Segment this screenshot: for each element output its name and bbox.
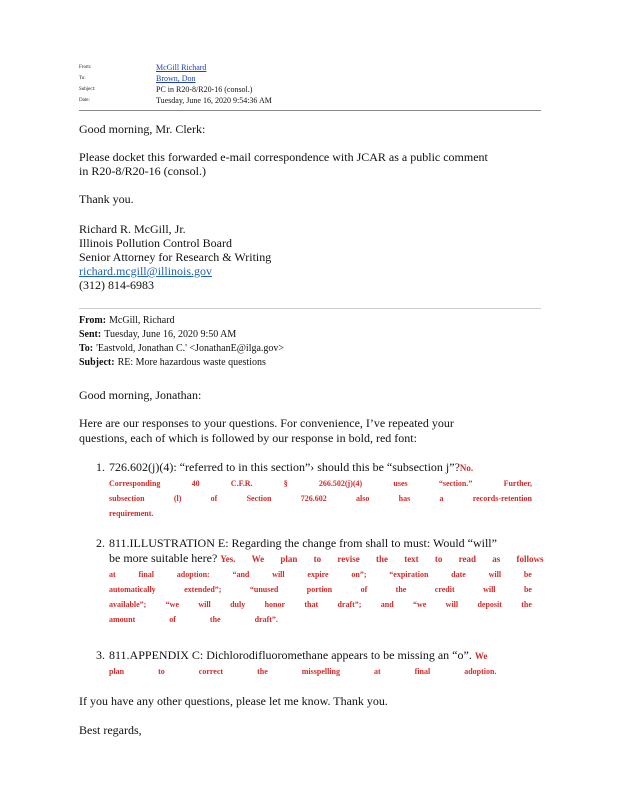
item-number: 3. bbox=[96, 648, 105, 662]
answer-word: of bbox=[210, 494, 218, 503]
answer-word: be bbox=[523, 585, 532, 594]
answer-word: will bbox=[445, 600, 459, 609]
answer-word: on”; bbox=[351, 570, 367, 579]
answer-word: records-retention bbox=[472, 494, 532, 503]
answer-word: C.F.R. bbox=[230, 479, 253, 488]
date-value: Tuesday, June 16, 2020 9:54:36 AM bbox=[156, 96, 272, 105]
item-answer bbox=[109, 567, 532, 627]
item-question: 726.602(j)(4): “referred to in this section”› should this be “subsection j”? bbox=[109, 460, 460, 474]
answer-word: available”; bbox=[109, 600, 147, 609]
item-body bbox=[109, 536, 544, 627]
fwd-subject-row bbox=[79, 356, 539, 370]
signature-phone: (312) 814-6983 bbox=[79, 278, 154, 292]
answer-word: will bbox=[198, 600, 211, 609]
answer-word: duly bbox=[230, 600, 246, 609]
answer-word: the bbox=[395, 585, 407, 594]
item-answer-start: We bbox=[474, 651, 488, 661]
fwd-label: Subject: bbox=[79, 357, 115, 368]
header-divider bbox=[79, 110, 541, 111]
signature-org: Illinois Pollution Control Board bbox=[79, 236, 233, 250]
answer-word: be bbox=[523, 570, 532, 579]
answer-word: “section.” bbox=[438, 479, 473, 488]
answer-word: and bbox=[380, 600, 394, 609]
item-question: 811.APPENDIX C: Dichlorodifluoromethane appears to be missing an “o”. bbox=[109, 648, 472, 662]
answer-word: uses bbox=[393, 479, 408, 488]
fwd-to: 'Eastvold, Jonathan C.' <JonathanE@ilga.gov> bbox=[96, 343, 285, 354]
fwd-sent: Tuesday, June 16, 2020 9:50 AM bbox=[104, 329, 237, 340]
answer-line bbox=[109, 567, 532, 582]
item-answer-start: Yes. We plan to revise the text to read as follows bbox=[220, 554, 544, 564]
answer-word: expire bbox=[307, 570, 329, 579]
fwd-sent-row bbox=[79, 328, 539, 342]
answer-word: amount bbox=[109, 615, 136, 624]
item-body bbox=[109, 648, 532, 679]
fwd-intro-line-2: questions, each of which is followed by our response in bold, red font: bbox=[79, 431, 417, 445]
thanks: Thank you. bbox=[79, 192, 134, 206]
fwd-from-row bbox=[79, 314, 539, 328]
fwd-to-row bbox=[79, 342, 539, 356]
answer-word: will bbox=[272, 570, 285, 579]
answer-word: extended”; bbox=[184, 585, 222, 594]
regards: Best regards, bbox=[79, 723, 142, 737]
answer-word: (l) bbox=[173, 494, 182, 503]
header-row-to bbox=[79, 73, 539, 84]
answer-word: at bbox=[109, 570, 116, 579]
greeting: Good morning, Mr. Clerk: bbox=[79, 122, 206, 136]
answer-word: Corresponding bbox=[109, 479, 161, 488]
answer-word: the bbox=[209, 615, 221, 624]
fwd-intro-line-1: Here are our responses to your questions. For convenience, I’ve repeated your bbox=[79, 416, 454, 430]
header-row-subject bbox=[79, 84, 539, 95]
signature-name: Richard R. McGill, Jr. bbox=[79, 222, 186, 236]
answer-word: also bbox=[356, 494, 370, 503]
answer-word: requirement. bbox=[109, 509, 154, 518]
item-answer bbox=[109, 664, 497, 679]
answer-word: credit bbox=[434, 585, 455, 594]
answer-word: the bbox=[521, 600, 532, 609]
answer-word: draft”; bbox=[337, 600, 362, 609]
answer-word: final bbox=[138, 570, 155, 579]
list-item bbox=[96, 460, 532, 520]
fwd-subject: RE: More hazardous waste questions bbox=[117, 357, 266, 368]
answer-word: Further, bbox=[503, 479, 532, 488]
item-answer bbox=[109, 476, 532, 521]
item-number: 1. bbox=[96, 460, 105, 474]
item-question-line bbox=[109, 551, 544, 567]
forwarded-header bbox=[79, 314, 539, 370]
answer-line bbox=[109, 612, 532, 627]
answer-word: draft”. bbox=[254, 615, 278, 624]
answer-word: final bbox=[414, 667, 431, 676]
from-link[interactable]: McGill Richard bbox=[156, 63, 207, 72]
header-label: Subject: bbox=[79, 87, 96, 92]
fwd-greeting: Good morning, Jonathan: bbox=[79, 388, 202, 402]
answer-word: 266.502(j)(4) bbox=[318, 479, 363, 488]
answer-word: will bbox=[483, 585, 496, 594]
answer-word: of bbox=[169, 615, 176, 624]
answer-word: portion bbox=[306, 585, 333, 594]
header-label: From: bbox=[79, 65, 92, 70]
answer-word: “we bbox=[165, 600, 179, 609]
answer-word: “and bbox=[232, 570, 250, 579]
answer-word: adoption: bbox=[176, 570, 210, 579]
answer-word: “unused bbox=[249, 585, 279, 594]
signature-title: Senior Attorney for Research & Writing bbox=[79, 250, 272, 264]
list-item bbox=[96, 536, 544, 636]
item-question-line bbox=[109, 460, 532, 476]
fwd-from: McGill, Richard bbox=[109, 315, 175, 326]
answer-word: honor bbox=[264, 600, 286, 609]
answer-word: has bbox=[398, 494, 411, 503]
fwd-label: To: bbox=[79, 343, 94, 354]
answer-word: will bbox=[488, 570, 502, 579]
to-link[interactable]: Brown, Don bbox=[156, 74, 196, 83]
answer-word: 726.602 bbox=[300, 494, 327, 503]
answer-word: 40 bbox=[191, 479, 200, 488]
answer-word: adoption. bbox=[464, 667, 497, 676]
answer-line bbox=[109, 664, 497, 679]
answer-line bbox=[109, 491, 532, 506]
answer-word: misspelling bbox=[301, 667, 340, 676]
answer-line bbox=[109, 582, 532, 597]
list-item bbox=[96, 648, 532, 680]
answer-word: Section bbox=[246, 494, 272, 503]
answer-word: the bbox=[257, 667, 268, 676]
header-row-from bbox=[79, 62, 539, 73]
request-line-2: in R20-8/R20-16 (consol.) bbox=[79, 164, 206, 178]
answer-word: “expiration bbox=[389, 570, 429, 579]
answer-word: of bbox=[360, 585, 368, 594]
email-header bbox=[79, 62, 539, 106]
subject-value: PC in R20-8/R20-16 (consol.) bbox=[156, 85, 253, 94]
answer-word: deposit bbox=[477, 600, 502, 609]
request-line-1: Please docket this forwarded e-mail correspondence with JCAR as a public comment bbox=[79, 150, 488, 164]
answer-word: at bbox=[373, 667, 381, 676]
answer-word: automatically bbox=[109, 585, 156, 594]
signature-email-link[interactable]: richard.mcgill@illinois.gov bbox=[79, 264, 213, 278]
answer-word: correct bbox=[198, 667, 224, 676]
header-row-date bbox=[79, 95, 539, 106]
fwd-label: From: bbox=[79, 315, 107, 326]
answer-word: that bbox=[304, 600, 319, 609]
answer-word: plan bbox=[109, 667, 125, 676]
item-number: 2. bbox=[96, 536, 105, 550]
answer-word: a bbox=[439, 494, 444, 503]
item-question: be more suitable here? bbox=[109, 551, 218, 565]
item-question-line bbox=[109, 648, 532, 664]
answer-line bbox=[109, 597, 532, 612]
header-label: Date: bbox=[79, 98, 90, 103]
answer-line bbox=[109, 476, 532, 491]
closing: If you have any other questions, please let me know. Thank you. bbox=[79, 694, 388, 708]
item-body bbox=[109, 460, 532, 521]
answer-word: § bbox=[283, 479, 288, 488]
answer-line bbox=[109, 506, 532, 521]
header-label: To: bbox=[79, 76, 86, 81]
answer-word: date bbox=[451, 570, 466, 579]
answer-word: “we bbox=[413, 600, 427, 609]
item-answer-start: No. bbox=[459, 463, 474, 473]
item-question-line: 811.ILLUSTRATION E: Regarding the change from shall to must: Would “will” bbox=[109, 536, 497, 550]
answer-word: to bbox=[158, 667, 165, 676]
fwd-label: Sent: bbox=[79, 329, 102, 340]
answer-word: subsection bbox=[109, 494, 145, 503]
forward-divider bbox=[79, 308, 541, 309]
